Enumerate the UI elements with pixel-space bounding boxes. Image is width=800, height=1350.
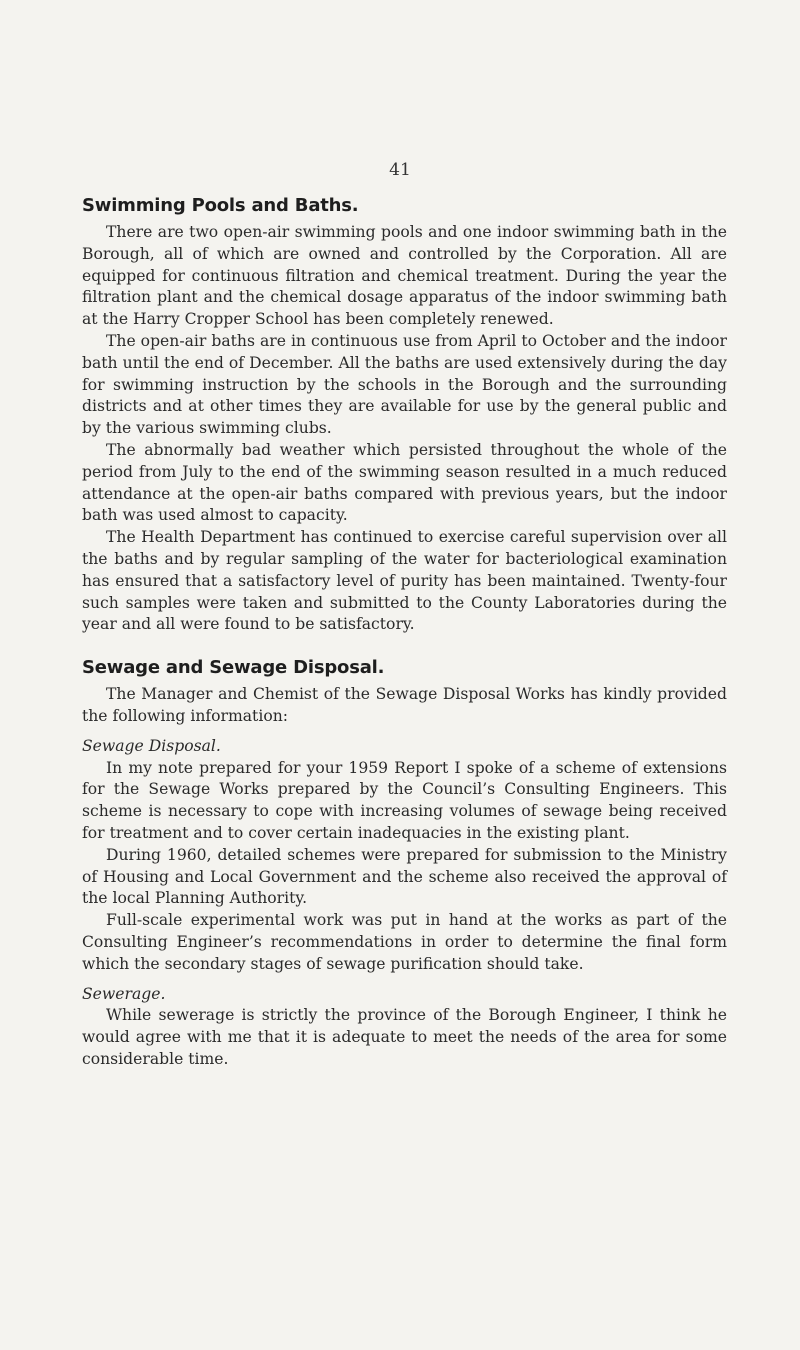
- paragraph: In my note prepared for your 1959 Report I spoke of a scheme of extensions for the Sewage Works prepared by the Council’s Consulting Engineers. This scheme is necessary to cope with increasing volumes of sewage being received for treatment and to cover certain inadequacies in the existing plant.: [82, 758, 727, 842]
- paragraph: The abnormally bad weather which persisted throughout the whole of the period from July to the end of the swimming season resulted in a much reduced attendance at the open-air baths compared with previous years, but the indoor bath was used almost to capacity.: [82, 440, 727, 525]
- subsection-title: Sewage Disposal.: [82, 736, 221, 755]
- paragraph: The open-air baths are in continuous use from April to October and the indoor bath until the end of December. All the baths are used extensively during the day for swimming instruction by the schools in the Borough and the surrounding districts and at other times they are available for use by the general public and by the various swimming clubs.: [82, 331, 727, 438]
- paragraph: There are two open-air swimming pools and one indoor swimming bath in the Borough, all of which are owned and controlled by the Corporation. All are equipped for continuous filtration and chemical treatment. During the year the filtration plant and the chemical dosage apparatus of the indoor swimming bath at the Harry Cropper School has been completely renewed.: [82, 223, 727, 329]
- paragraph: While sewerage is strictly the province of the Borough Engineer, I think he would agree with me that it is adequate to meet the needs of the area for some considerable time.: [82, 1006, 727, 1068]
- paragraph: During 1960, detailed schemes were prepared for submission to the Ministry of Housing and Local Government and the scheme also received the approval of the local Planning Authority.: [82, 845, 727, 908]
- paragraph: The Manager and Chemist of the Sewage Disposal Works has kindly provided the following information:: [82, 685, 727, 725]
- section-heading: Swimming Pools and Baths.: [82, 195, 359, 216]
- subsection-title: Sewerage.: [82, 984, 166, 1003]
- page-content: [82, 194, 727, 1071]
- paragraph: Full-scale experimental work was put in hand at the works as part of the Consulting Engineer’s recommendations in order to determine the final form which the secondary stages of sewage purification should take.: [82, 911, 727, 973]
- section-heading: Sewage and Sewage Disposal.: [82, 657, 385, 679]
- paragraph: The Health Department has continued to exercise careful supervision over all the baths and by regular sampling of the water for bacteriological examination has ensured that a satisfactory level of purity has been maintained. Twenty-four such samples were taken and submitted to the County Laboratories during the year and all were found to be satisfactory.: [82, 528, 727, 634]
- page-number: 41: [389, 160, 411, 180]
- section-swimming-pools: [82, 194, 727, 636]
- section-sewage: [82, 656, 727, 1071]
